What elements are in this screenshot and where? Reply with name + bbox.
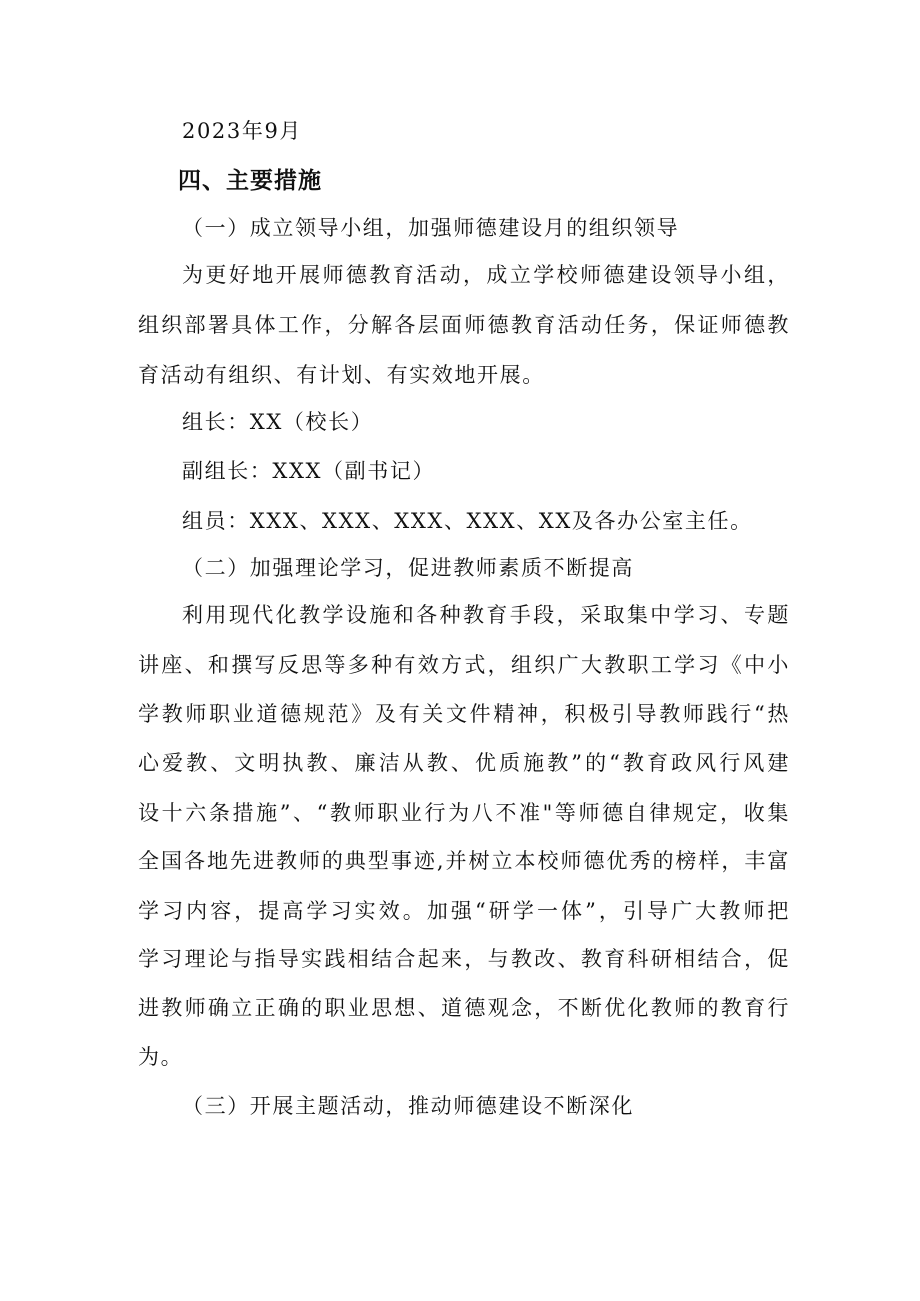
paragraph-line: 讲座、和撰写反思等多种有效方式，组织广大教职工学习《中小 <box>138 653 790 677</box>
members-line: 组员：XXX、XXX、XXX、XXX、XX及各办公室主任。 <box>182 509 753 533</box>
paragraph-line: 心爱教、文明执教、廉洁从教、优质施教”的“教育政风行风建 <box>138 751 790 775</box>
subsection-1-title: （一）成立领导小组，加强师德建设月的组织领导 <box>182 216 680 240</box>
deputy-leader-line: 副组长：XXX（副书记） <box>182 459 436 483</box>
paragraph-line: 设十六条措施”、“教师职业行为八不准"等师德自律规定，收集 <box>138 801 790 825</box>
paragraph-line: 利用现代化教学设施和各种教育手段，采取集中学习、专题 <box>182 603 790 627</box>
date-line: 2023年9月 <box>182 119 303 143</box>
section-heading: 四、主要措施 <box>178 168 322 194</box>
paragraph-line: 学习内容，提高学习实效。加强“研学一体”，引导广大教师把 <box>138 899 790 923</box>
paragraph-line: 进教师确立正确的职业思想、道德观念，不断优化教师的教育行 <box>138 996 790 1020</box>
paragraph-line: 全国各地先进教师的典型事迹,并树立本校师德优秀的榜样，丰富 <box>138 849 790 873</box>
leader-line: 组长：XX（校长） <box>182 410 374 434</box>
paragraph-line: 为更好地开展师德教育活动，成立学校师德建设领导小组， <box>182 263 790 287</box>
paragraph-line: 为。 <box>138 1045 184 1069</box>
subsection-3-title: （三）开展主题活动，推动师德建设不断深化 <box>182 1094 634 1118</box>
paragraph-line: 学习理论与指导实践相结合起来，与教改、教育科研相结合，促 <box>138 947 790 971</box>
paragraph-line: 育活动有组织、有计划、有实效地开展。 <box>138 363 545 387</box>
paragraph-line: 学教师职业道德规范》及有关文件精神，积极引导教师践行“热 <box>138 702 790 726</box>
paragraph-line: 组织部署具体工作，分解各层面师德教育活动任务，保证师德教 <box>138 313 790 337</box>
subsection-2-title: （二）加强理论学习，促进教师素质不断提高 <box>182 556 634 580</box>
